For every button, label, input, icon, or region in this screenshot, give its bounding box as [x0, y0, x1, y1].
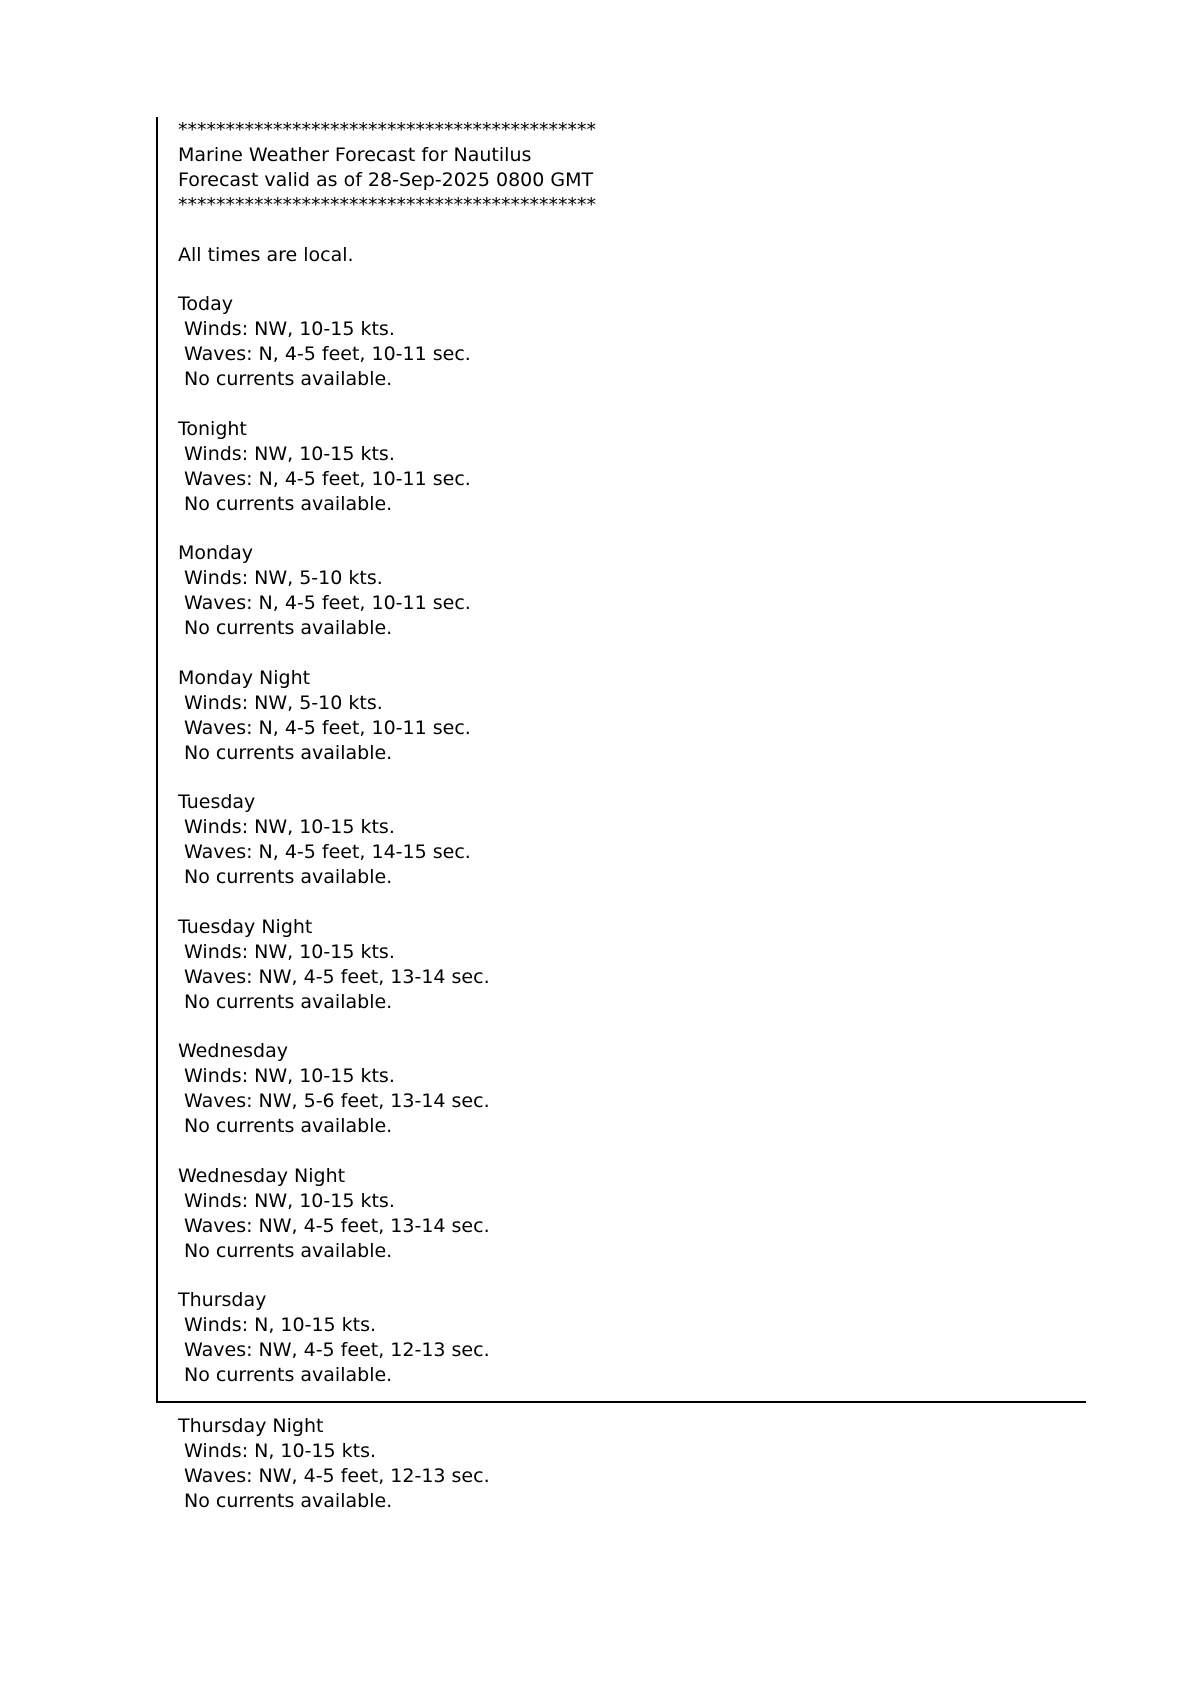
forecast-box — [156, 117, 1086, 1403]
forecast-day-heading: Tuesday — [178, 791, 256, 814]
forecast-section — [178, 1288, 1086, 1388]
divider-stars-top: ******************************************** — [178, 119, 596, 141]
forecast-day-heading: Wednesday Night — [178, 1164, 346, 1187]
times-note: All times are local. — [178, 243, 354, 266]
forecast-section — [178, 1164, 1086, 1264]
waves-line: Waves: NW, 5-6 feet, 13-14 sec. — [178, 1090, 490, 1113]
forecast-page — [0, 117, 1200, 1514]
winds-line: Winds: NW, 10-15 kts. — [178, 816, 395, 839]
waves-line: Waves: NW, 4-5 feet, 13-14 sec. — [178, 965, 490, 988]
winds-line: Winds: NW, 10-15 kts. — [178, 1189, 395, 1212]
currents-line: No currents available. — [178, 866, 393, 889]
currents-line: No currents available. — [178, 368, 393, 391]
currents-line: No currents available. — [178, 1364, 393, 1387]
forecast-section — [178, 790, 1086, 890]
divider-stars-bottom: ******************************************** — [178, 193, 596, 216]
forecast-section — [178, 541, 1086, 641]
waves-line: Waves: N, 4-5 feet, 10-11 sec. — [178, 716, 471, 739]
forecast-sections-after-box — [178, 1414, 1200, 1514]
forecast-sections-in-box — [178, 292, 1086, 1388]
forecast-day-heading: Thursday Night — [178, 1415, 324, 1438]
currents-line: No currents available. — [178, 741, 393, 764]
forecast-day-heading: Thursday — [178, 1289, 267, 1312]
forecast-day-heading: Monday — [178, 542, 254, 565]
winds-line: Winds: NW, 10-15 kts. — [178, 1065, 395, 1088]
waves-line: Waves: NW, 4-5 feet, 12-13 sec. — [178, 1464, 490, 1487]
currents-line: No currents available. — [178, 1239, 393, 1262]
currents-line: No currents available. — [178, 990, 393, 1013]
waves-line: Waves: N, 4-5 feet, 10-11 sec. — [178, 467, 471, 490]
forecast-day-heading: Wednesday — [178, 1040, 289, 1063]
winds-line: Winds: NW, 10-15 kts. — [178, 940, 395, 963]
waves-line: Waves: NW, 4-5 feet, 12-13 sec. — [178, 1339, 490, 1362]
forecast-section — [178, 417, 1086, 517]
forecast-section — [178, 292, 1086, 392]
waves-line: Waves: N, 4-5 feet, 10-11 sec. — [178, 343, 471, 366]
forecast-section — [178, 1414, 1200, 1514]
forecast-day-heading: Today — [178, 293, 233, 316]
forecast-valid-line: Forecast valid as of 28-Sep-2025 0800 GMT — [178, 168, 594, 191]
winds-line: Winds: NW, 5-10 kts. — [178, 567, 383, 590]
forecast-day-heading: Tuesday Night — [178, 915, 313, 938]
winds-line: Winds: N, 10-15 kts. — [178, 1439, 377, 1462]
waves-line: Waves: N, 4-5 feet, 10-11 sec. — [178, 592, 471, 615]
currents-line: No currents available. — [178, 1489, 393, 1512]
currents-line: No currents available. — [178, 1115, 393, 1138]
currents-line: No currents available. — [178, 617, 393, 640]
waves-line: Waves: N, 4-5 feet, 14-15 sec. — [178, 841, 471, 864]
forecast-day-heading: Monday Night — [178, 666, 311, 689]
forecast-day-heading: Tonight — [178, 417, 247, 440]
winds-line: Winds: NW, 10-15 kts. — [178, 318, 395, 341]
forecast-title: Marine Weather Forecast for Nautilus — [178, 143, 532, 166]
blank-line — [178, 218, 1086, 243]
waves-line: Waves: NW, 4-5 feet, 13-14 sec. — [178, 1214, 490, 1237]
forecast-continuation — [158, 1414, 1200, 1514]
currents-line: No currents available. — [178, 492, 393, 515]
forecast-section — [178, 915, 1086, 1015]
winds-line: Winds: NW, 5-10 kts. — [178, 691, 383, 714]
winds-line: Winds: NW, 10-15 kts. — [178, 442, 395, 465]
forecast-section — [178, 1039, 1086, 1139]
winds-line: Winds: N, 10-15 kts. — [178, 1314, 377, 1337]
forecast-section — [178, 666, 1086, 766]
